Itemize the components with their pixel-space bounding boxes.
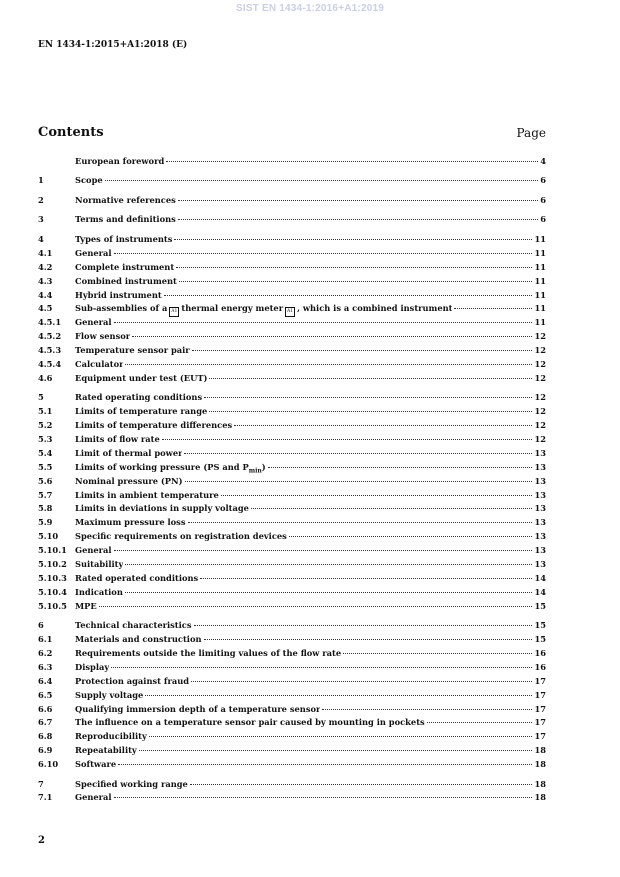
dot-leader (114, 550, 533, 551)
toc-entry[interactable] (38, 317, 546, 331)
toc-entry-number: 6.3 (38, 661, 53, 672)
toc-entry-page: 11 (534, 247, 546, 258)
toc-entry-page: 11 (534, 303, 546, 314)
dot-leader (178, 219, 538, 220)
dot-leader (125, 592, 533, 593)
toc-entry[interactable] (38, 531, 546, 545)
toc-entry[interactable] (38, 731, 546, 745)
toc-entry-page: 6 (540, 175, 546, 186)
toc-entry-title-text: Specified working range (75, 778, 188, 789)
toc-entry-title (75, 559, 123, 569)
toc-entry-title (75, 392, 202, 402)
toc-entry-title-text: Materials and construction (75, 634, 202, 645)
toc-entry-number: 4.2 (38, 261, 53, 272)
toc-entry[interactable] (38, 303, 546, 317)
toc-entry-number: 2 (38, 194, 44, 205)
toc-entry-title-text: Terms and definitions (75, 214, 176, 225)
toc-entry-title (75, 503, 249, 513)
toc-entry-number: 5.10.1 (38, 545, 67, 556)
toc-entry-page: 14 (534, 572, 546, 583)
toc-entry-page: 17 (534, 703, 546, 714)
toc-entry-title (75, 587, 123, 597)
toc-entry-number: 3 (38, 214, 44, 225)
watermark-text: SIST EN 1434-1:2016+A1:2019 (236, 3, 384, 14)
toc-entry[interactable] (38, 662, 546, 676)
toc-entry-number: 6.7 (38, 717, 53, 728)
toc-entry-number: 1 (38, 175, 44, 186)
toc-entry-title (75, 648, 341, 658)
toc-entry[interactable] (38, 573, 546, 587)
toc-entry[interactable] (38, 517, 546, 531)
toc-entry-number: 5.1 (38, 406, 53, 417)
dot-leader (99, 606, 533, 607)
toc-entry-page: 13 (534, 475, 546, 486)
amendment-end-mark: A1 (285, 307, 295, 317)
toc-entry-title (75, 331, 130, 341)
toc-entry-page: 13 (534, 545, 546, 556)
toc-entry[interactable] (38, 234, 546, 248)
toc-entry-number: 4.5.4 (38, 358, 62, 369)
toc-entry-title-text: Nominal pressure (PN) (75, 475, 183, 486)
dot-leader (125, 364, 532, 365)
toc-entry-title (75, 345, 190, 355)
toc-entry-title (75, 745, 137, 755)
toc-entry[interactable] (38, 601, 546, 615)
toc-entry-number: 5.10 (38, 531, 59, 542)
amendment-start-mark: A1 (169, 307, 179, 317)
toc-entry-number: 5.7 (38, 489, 53, 500)
toc-entry-page: 13 (534, 447, 546, 458)
toc-entry[interactable] (38, 406, 546, 420)
toc-entry-title (75, 573, 198, 583)
toc-entry-title-text: Calculator (75, 358, 124, 369)
toc-entry-title-text: thermal energy meter (181, 303, 284, 314)
toc-entry-number: 6.9 (38, 745, 53, 756)
toc-entry-title (75, 448, 182, 458)
toc-entry-title (75, 406, 207, 416)
toc-entry-title (75, 195, 176, 205)
toc-entry-title (75, 545, 112, 555)
dot-leader (139, 750, 533, 751)
toc-entry-page: 6 (540, 214, 546, 225)
dot-leader (166, 161, 538, 162)
toc-entry-page: 14 (534, 586, 546, 597)
toc-entry-page: 11 (534, 317, 546, 328)
toc-entry-title-text: Repeatability (75, 745, 137, 756)
toc-entry-title-text: Limits of working pressure (PS and P (75, 461, 249, 472)
toc-entry-title-text: Types of instruments (75, 233, 173, 244)
contents-heading: Contents (38, 125, 104, 140)
toc-entry-title-text: Software (75, 759, 117, 770)
toc-entry-title-text: Supply voltage (75, 689, 144, 700)
toc-entry-page: 11 (534, 275, 546, 286)
toc-entry-page: 12 (534, 420, 546, 431)
toc-entry-title-text: Complete instrument (75, 261, 175, 272)
toc-entry-title (75, 214, 176, 224)
toc-entry[interactable] (38, 331, 546, 345)
toc-entry-title (75, 759, 116, 769)
toc-entry-page: 18 (534, 759, 546, 770)
toc-entry-page: 13 (534, 559, 546, 570)
toc-entry[interactable] (38, 156, 546, 170)
dot-leader (185, 481, 533, 482)
dot-leader (174, 239, 532, 240)
toc-entry-number: 5.10.5 (38, 600, 67, 611)
toc-entry-title-text: The influence on a temperature sensor pair caused by mounting in pockets (75, 717, 425, 728)
dot-leader (176, 267, 532, 268)
dot-leader (209, 411, 532, 412)
toc-entry-title-text: Combined instrument (75, 275, 177, 286)
toc-entry-page: 13 (534, 531, 546, 542)
dot-leader (149, 736, 533, 737)
toc-entry-title-text: Rated operated conditions (75, 572, 199, 583)
toc-entry-number: 4.6 (38, 372, 53, 383)
toc-entry[interactable] (38, 559, 546, 573)
toc-entry[interactable] (38, 503, 546, 517)
toc-entry-title-text: Limits of flow rate (75, 434, 160, 444)
toc-entry-number: 4.1 (38, 247, 53, 258)
toc-entry-number: 5.2 (38, 420, 53, 431)
toc-entry[interactable] (38, 676, 546, 690)
toc-entry-page: 11 (534, 261, 546, 272)
toc-entry[interactable] (38, 634, 546, 648)
toc-entry-page: 12 (534, 345, 546, 356)
toc-entry-page: 6 (540, 194, 546, 205)
toc-entry[interactable] (38, 545, 546, 559)
dot-leader (105, 180, 539, 181)
dot-leader (289, 536, 533, 537)
dot-leader (427, 722, 533, 723)
toc-entry-page: 13 (534, 489, 546, 500)
toc-entry[interactable] (38, 175, 546, 189)
toc-entry[interactable] (38, 462, 546, 476)
toc-entry-title-text: Reproducibility (75, 731, 147, 742)
toc-entry-number: 6.5 (38, 689, 53, 700)
toc-entry[interactable] (38, 717, 546, 731)
toc-entry-number: 4.5 (38, 303, 53, 314)
toc-entry-number: 4 (38, 233, 44, 244)
toc-entry-title (75, 517, 186, 527)
toc-entry-title-text: Equipment under test (EUT) (75, 372, 208, 383)
toc-entry[interactable] (38, 420, 546, 434)
toc-entry-number: 6.1 (38, 634, 53, 645)
toc-entry-page: 15 (534, 620, 546, 631)
toc-entry-title (75, 303, 452, 317)
toc-entry-number: 5.4 (38, 447, 53, 458)
toc-entry-title-text: Indication (75, 586, 123, 597)
toc-entry-title (75, 156, 164, 166)
toc-entry-title (75, 601, 97, 611)
dot-leader (132, 336, 532, 337)
toc-entry-title (75, 620, 192, 630)
dot-leader (221, 495, 533, 496)
toc-entry-number: 6.2 (38, 647, 53, 658)
toc-entry-page: 12 (534, 372, 546, 383)
toc-entry-page: 17 (534, 689, 546, 700)
toc-entry-title-text: Suitability (75, 559, 124, 570)
toc-entry-title (75, 276, 177, 286)
toc-entry-title-text: Limits in deviations in supply voltage (75, 503, 249, 514)
toc-entry-page: 18 (534, 778, 546, 789)
toc-entry[interactable] (38, 490, 546, 504)
document-id: EN 1434-1:2015+A1:2018 (E) (38, 40, 188, 50)
dot-leader (114, 797, 533, 798)
toc-entry-number: 5.5 (38, 461, 53, 472)
dot-leader (162, 439, 533, 440)
dot-leader (454, 308, 532, 309)
dot-leader (192, 350, 533, 351)
toc-entry-title-text: Requirements outside the limiting values of the flow rate (75, 647, 342, 658)
page-number: 2 (38, 835, 45, 846)
toc-entry-page: 4 (540, 156, 546, 166)
toc-entry-page: 15 (534, 600, 546, 611)
toc-entry-title-text: Scope (75, 175, 103, 186)
table-of-contents (38, 156, 546, 806)
toc-entry-title (75, 434, 160, 444)
toc-entry-page: 13 (534, 503, 546, 514)
toc-entry[interactable] (38, 759, 546, 773)
toc-entry[interactable] (38, 214, 546, 228)
toc-entry-title-text: Maximum pressure loss (75, 517, 186, 528)
toc-entry-number: 5.10.3 (38, 572, 67, 583)
toc-entry-page: 17 (534, 675, 546, 686)
toc-entry-title (75, 676, 189, 686)
toc-entry-number: 6.8 (38, 731, 53, 742)
toc-entry[interactable] (38, 359, 546, 373)
toc-entry-number: 4.5.3 (38, 345, 62, 356)
dot-leader (322, 709, 532, 710)
dot-leader (184, 453, 532, 454)
toc-entry-title-text: Technical characteristics (75, 620, 192, 631)
toc-entry-page: 16 (534, 661, 546, 672)
toc-entry-number: 4.5.2 (38, 331, 62, 342)
dot-leader (251, 508, 532, 509)
toc-entry-title (75, 662, 109, 672)
toc-entry-page: 12 (534, 392, 546, 403)
dot-leader (268, 467, 533, 468)
dot-leader (111, 667, 532, 668)
toc-entry-page: 12 (534, 406, 546, 417)
toc-entry-number: 5.6 (38, 475, 53, 486)
toc-entry-title-suffix: ) (261, 461, 266, 472)
dot-leader (234, 425, 532, 426)
toc-entry-page: 15 (534, 634, 546, 645)
page-column-label: Page (516, 126, 546, 140)
toc-entry-title (75, 690, 143, 700)
dot-leader (145, 695, 532, 696)
toc-entry[interactable] (38, 779, 546, 793)
toc-entry-page: 13 (534, 461, 546, 472)
dot-leader (190, 784, 533, 785)
toc-entry-title (75, 317, 112, 327)
toc-entry-title-text: Temperature sensor pair (75, 345, 190, 356)
toc-entry-title (75, 462, 266, 475)
toc-entry-page: 16 (534, 647, 546, 658)
toc-entry-number: 4.5.1 (38, 317, 62, 328)
dot-leader (204, 639, 533, 640)
dot-leader (343, 653, 532, 654)
toc-entry-title (75, 490, 219, 500)
toc-entry[interactable] (38, 276, 546, 290)
toc-entry-page: 11 (534, 233, 546, 244)
toc-entry[interactable] (38, 620, 546, 634)
toc-entry-title (75, 359, 123, 369)
toc-entry-title-text: Limits in ambient temperature (75, 489, 219, 500)
toc-entry-title-text: General (75, 247, 112, 258)
toc-entry-number: 6.4 (38, 675, 53, 686)
toc-entry[interactable] (38, 476, 546, 490)
toc-entry-page: 17 (534, 717, 546, 728)
toc-entry-title (75, 792, 112, 802)
dot-leader (178, 200, 538, 201)
toc-entry-title (75, 420, 232, 430)
toc-entry-number: 6.10 (38, 759, 59, 770)
dot-leader (114, 322, 533, 323)
toc-entry-title-text: General (75, 317, 112, 328)
toc-entry-page: 18 (534, 745, 546, 756)
toc-entry-title-text: Limits of temperature range (75, 406, 208, 417)
toc-entry-number: 6 (38, 620, 44, 631)
toc-entry-title (75, 717, 425, 727)
toc-entry[interactable] (38, 448, 546, 462)
dot-leader (114, 253, 533, 254)
toc-entry-title-text: General (75, 792, 112, 803)
toc-entry-title-text: Flow sensor (75, 331, 131, 342)
toc-entry-title (75, 531, 287, 541)
toc-entry-number: 5.10.4 (38, 586, 67, 597)
toc-entry-number: 5.3 (38, 434, 53, 444)
toc-entry[interactable] (38, 690, 546, 704)
toc-entry-title-text: Hybrid instrument (75, 289, 162, 300)
dot-leader (200, 578, 532, 579)
toc-entry-number: 6.6 (38, 703, 53, 714)
toc-entry-title (75, 234, 172, 244)
toc-entry[interactable] (38, 745, 546, 759)
toc-entry[interactable] (38, 792, 546, 806)
toc-entry-title (75, 262, 174, 272)
toc-entry-title-text: Limits of temperature differences (75, 420, 233, 431)
toc-entry-page: 12 (534, 331, 546, 342)
toc-entry-title-text: Rated operating conditions (75, 392, 203, 403)
dot-leader (191, 681, 532, 682)
dot-leader (125, 564, 532, 565)
toc-entry-title (75, 248, 112, 258)
toc-entry[interactable] (38, 373, 546, 387)
toc-entry-number: 5.8 (38, 503, 53, 514)
toc-entry[interactable] (38, 345, 546, 359)
toc-entry-title (75, 373, 207, 383)
toc-entry-title-text: General (75, 545, 112, 556)
toc-entry-title (75, 704, 320, 714)
toc-entry-number: 4.3 (38, 275, 53, 286)
toc-entry[interactable] (38, 195, 546, 209)
dot-leader (179, 281, 533, 282)
toc-entry-number: 5.9 (38, 517, 53, 528)
toc-entry[interactable] (38, 704, 546, 718)
toc-entry-number: 7.1 (38, 792, 53, 803)
toc-entry[interactable] (38, 262, 546, 276)
toc-entry-title-text: Display (75, 661, 110, 672)
toc-entry-page: 18 (534, 792, 546, 803)
toc-entry-page: 12 (534, 358, 546, 369)
dot-leader (209, 378, 532, 379)
toc-entry-number: 5 (38, 392, 44, 403)
toc-entry-title (75, 779, 188, 789)
toc-entry-title (75, 175, 103, 185)
dot-leader (188, 522, 533, 523)
toc-entry-title-text: Protection against fraud (75, 675, 190, 686)
toc-entry-page: 12 (534, 434, 546, 444)
toc-entry-title-text: MPE (75, 600, 97, 611)
toc-entry-number: 5.10.2 (38, 559, 67, 570)
dot-leader (194, 625, 533, 626)
toc-entry-title (75, 476, 183, 486)
toc-entry-title-text: Qualifying immersion depth of a temperature sensor (75, 703, 321, 714)
toc-entry-title (75, 731, 147, 741)
toc-entry-page: 13 (534, 517, 546, 528)
toc-entry-number: 4.4 (38, 289, 53, 300)
toc-entry[interactable] (38, 587, 546, 601)
toc-entry-title-text: Specific requirements on registration devices (75, 531, 287, 542)
toc-entry-title-text: European foreword (75, 156, 165, 166)
toc-entry-title (75, 290, 162, 300)
toc-entry-subscript: min (248, 467, 262, 475)
dot-leader (164, 295, 533, 296)
toc-entry-title-suffix: , which is a combined instrument (297, 303, 453, 314)
toc-entry-number: 7 (38, 778, 44, 789)
dot-leader (204, 397, 532, 398)
toc-entry-title-text: Limit of thermal power (75, 447, 183, 458)
toc-entry-page: 11 (534, 289, 546, 300)
toc-entry-title-prefix: Sub-assemblies of a (75, 303, 168, 314)
toc-entry[interactable] (38, 392, 546, 406)
toc-entry-page: 17 (534, 731, 546, 742)
toc-entry[interactable] (38, 648, 546, 662)
toc-entry[interactable] (38, 290, 546, 304)
toc-entry-title-text: Normative references (75, 194, 176, 205)
toc-entry-title (75, 634, 202, 644)
dot-leader (118, 764, 532, 765)
toc-entry[interactable] (38, 434, 546, 448)
toc-entry[interactable] (38, 248, 546, 262)
